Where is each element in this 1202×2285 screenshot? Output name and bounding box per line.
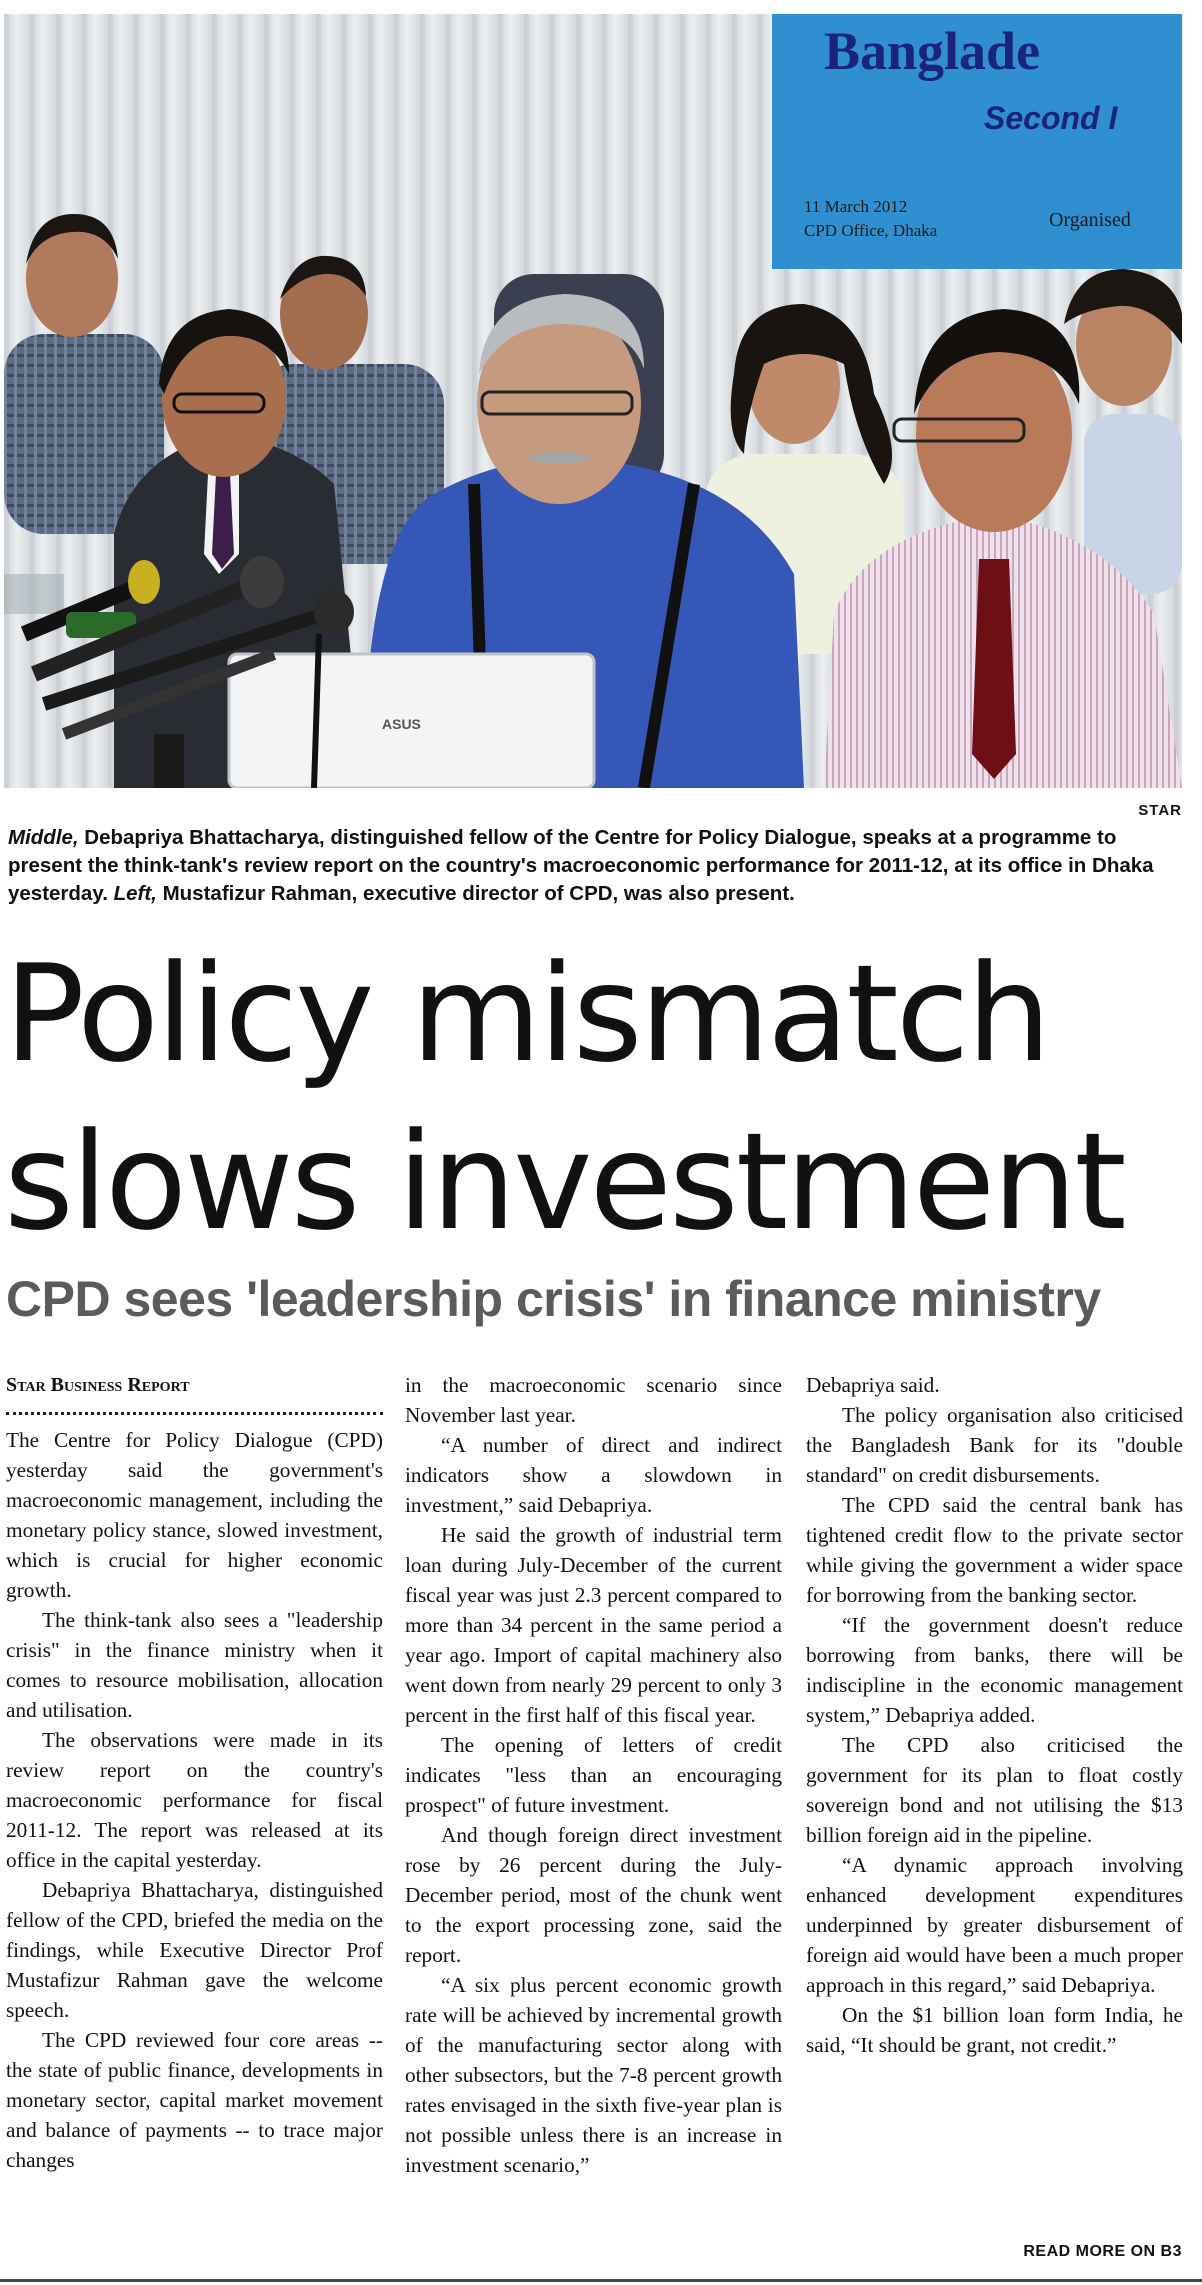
- paragraph: The think-tank also sees a "leadership crisis" in the finance ministry when it comes to resource mobilisation, allocation and utilisation.: [6, 1608, 383, 1722]
- caption-text-1: Debapriya Bhattacharya, distinguished fellow of the Centre for Policy Dialogue, speaks at a programme to present the think-tank's review report on the country's macroeconomic performance for 2011-12, at its office in Dhaka yesterday.: [8, 826, 1154, 905]
- article-column-1: [6, 1370, 383, 2175]
- paragraph: The Centre for Policy Dialogue (CPD) yesterday said the government's macroeconomic management, including the monetary policy stance, slowed investment, which is crucial for higher economic growth.: [6, 1428, 383, 1602]
- paragraph: He said the growth of industrial term loan during July-December of the current fiscal year was just 2.3 percent compared to more than 34 percent in the same period a year ago. Import of capital machinery also went down from nearly 29 percent to only 3 percent in the first half of this fiscal year.: [405, 1523, 782, 1727]
- paragraph: The opening of letters of credit indicates "less than an encouraging prospect" of future investment.: [405, 1733, 782, 1817]
- subheadline: CPD sees 'leadership crisis' in finance ministry: [6, 1271, 1101, 1327]
- article-column-3: [806, 1370, 1183, 2060]
- headline-line-2: slows investment: [4, 1104, 1124, 1260]
- caption-text-2: Mustafizur Rahman, executive director of CPD, was also present.: [156, 882, 795, 905]
- paragraph-continued: Debapriya said.: [806, 1373, 940, 1397]
- paragraph: “A dynamic approach involving enhanced development expenditures underpinned by greater disbursement of foreign aid would have been a much proper approach in this regard,” said Debapriya.: [806, 1853, 1183, 1997]
- photo-caption: [8, 824, 1182, 908]
- banner-organised: Organised: [1049, 209, 1131, 231]
- paragraph: “A six plus percent economic growth rate will be achieved by incremental growth of the manufacturing sector along with other subsectors, but the 7-8 percent growth rates envisaged in the sixth five-year plan is not possible unless there is an increase in investment scenario,”: [405, 1973, 782, 2177]
- caption-lead-left: Left,: [113, 882, 157, 905]
- banner-subtitle: Second I: [984, 100, 1118, 136]
- read-more-link[interactable]: READ MORE ON B3: [1023, 2243, 1182, 2260]
- paragraph: And though foreign direct investment rose by 26 percent during the July-December period, most of the chunk went to the export processing zone, said the report.: [405, 1823, 782, 1967]
- banner-date: 11 March 2012: [804, 197, 908, 216]
- paragraph: Debapriya Bhattacharya, distinguished fellow of the CPD, briefed the media on the findings, while Executive Director Prof Mustafizur Rahman gave the welcome speech.: [6, 1878, 383, 2022]
- paragraph: The observations were made in its review report on the country's macroeconomic performance for fiscal 2011-12. The report was released at its office in the capital yesterday.: [6, 1728, 383, 1872]
- photo-credit: STAR: [1138, 802, 1182, 819]
- byline: Star Business Report: [6, 1374, 190, 1396]
- headline: [4, 930, 1184, 1266]
- paragraph: On the $1 billion loan form India, he said, “It should be grant, not credit.”: [806, 2003, 1183, 2057]
- paragraph: The CPD also criticised the government for its plan to float costly sovereign bond and not utilising the $13 billion foreign aid in the pipeline.: [806, 1733, 1183, 1847]
- paragraph-continued: in the macroeconomic scenario since November last year.: [405, 1373, 782, 1427]
- byline-divider: [6, 1406, 383, 1415]
- caption-lead-middle: Middle,: [8, 826, 79, 849]
- article-column-2: [405, 1370, 782, 2180]
- headline-line-1: Policy mismatch: [4, 936, 1049, 1092]
- paragraph: The policy organisation also criticised the Bangladesh Bank for its "double standard" on credit disbursements.: [806, 1403, 1183, 1487]
- banner-venue: CPD Office, Dhaka: [804, 221, 938, 240]
- press-conference-photo: [4, 14, 1182, 788]
- bottom-rule: [0, 2279, 1202, 2282]
- laptop: [229, 654, 594, 788]
- paragraph: The CPD said the central bank has tightened credit flow to the private sector while giving the government a wider space for borrowing from the banking sector.: [806, 1493, 1183, 1607]
- paragraph: “A number of direct and indirect indicators show a slowdown in investment,” said Debapriya.: [405, 1433, 782, 1517]
- paragraph: “If the government doesn't reduce borrowing from banks, there will be indiscipline in the economic management system,” Debapriya added.: [806, 1613, 1183, 1727]
- paragraph: The CPD reviewed four core areas -- the state of public finance, developments in monetary sector, capital market movement and balance of payments -- to trace major changes: [6, 2028, 383, 2172]
- laptop-brand: ASUS: [382, 716, 421, 732]
- banner-title: Banglade: [824, 21, 1041, 81]
- news-photo: [4, 14, 1182, 788]
